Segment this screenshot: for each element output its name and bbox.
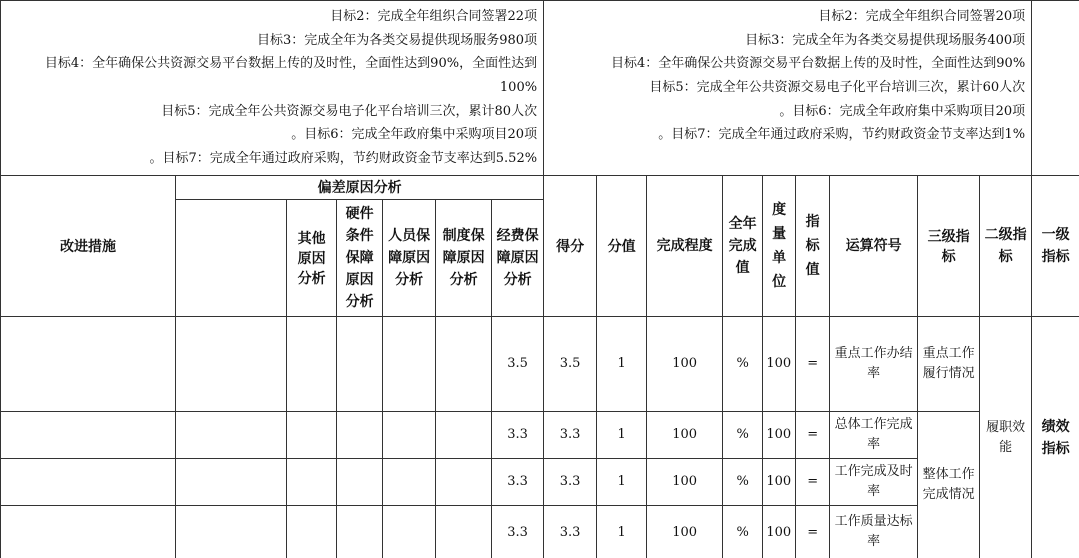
empty-cell [287, 505, 337, 558]
annual-cell: 100 [647, 505, 723, 558]
empty-cell [383, 411, 436, 458]
header-level3: 三级指标 [918, 175, 980, 316]
table-row [1, 505, 1079, 558]
empty-cell [436, 316, 492, 411]
empty-cell [176, 505, 287, 558]
completion-cell: 1 [597, 458, 647, 505]
weight-cell: 3.3 [544, 458, 597, 505]
group-cell: 重点工作履行情况 [918, 316, 980, 411]
empty-cell [176, 316, 287, 411]
goals-row [1, 1, 1079, 176]
target-cell: 100 [763, 411, 796, 458]
unit-cell: % [723, 316, 763, 411]
goal-line: 目标6：完成全年政府集中采购项目20项。 [291, 127, 538, 143]
header-row-1 [1, 175, 1079, 199]
empty-cell [337, 458, 383, 505]
empty-cell [1, 505, 176, 558]
goal-line: 100% [499, 80, 538, 96]
unit-cell: % [723, 458, 763, 505]
header-other: 其他原因分析 [287, 199, 337, 316]
goals-block-actual [1, 1, 544, 176]
empty-cell [337, 505, 383, 558]
weight-cell: 3.5 [544, 316, 597, 411]
empty-cell [383, 316, 436, 411]
indicator-name: 重点工作办结率 [830, 316, 918, 411]
header-unit: 度量单位 [763, 175, 796, 316]
completion-cell: 1 [597, 505, 647, 558]
empty-cell [287, 458, 337, 505]
score-cell: 3.3 [492, 411, 544, 458]
target-cell: 100 [763, 316, 796, 411]
empty-cell [383, 505, 436, 558]
empty-cell [383, 458, 436, 505]
header-system: 制度保障原因分析 [436, 199, 492, 316]
goal-line: 目标4：全年确保公共资源交易平台数据上传的及时性，全面性达到90%，全面性达到 [44, 56, 538, 72]
empty-cell [287, 316, 337, 411]
empty-cell [436, 458, 492, 505]
goals-block-current [544, 1, 1032, 176]
target-cell: 100 [763, 505, 796, 558]
unit-cell: % [723, 505, 763, 558]
goal-line: 目标2：完成全年组织合同签署22项 [330, 9, 538, 24]
table-row [1, 458, 1079, 505]
indicator-name: 工作质量达标率 [830, 505, 918, 558]
completion-cell: 1 [597, 411, 647, 458]
completion-cell: 1 [597, 316, 647, 411]
annual-cell: 100 [647, 458, 723, 505]
goals-side-cell [1032, 1, 1079, 176]
empty-cell [287, 411, 337, 458]
group-cell: 整体工作完成情况 [918, 411, 980, 558]
empty-cell [337, 411, 383, 458]
indicator-name: 工作完成及时率 [830, 458, 918, 505]
goal-line: 目标5：完成全年公共资源交易电子化平台培训三次，累计60人次 [649, 80, 1026, 96]
header-level2: 二级指标 [980, 175, 1032, 316]
annual-cell: 100 [647, 316, 723, 411]
header-weight: 分值 [597, 175, 647, 316]
operator-cell: = [796, 316, 830, 411]
indicator-name: 总体工作完成率 [830, 411, 918, 458]
header-level1: 一级指标 [1032, 175, 1079, 316]
score-cell: 3.5 [492, 316, 544, 411]
table-row [1, 411, 1079, 458]
unit-cell: % [723, 411, 763, 458]
empty-cell [436, 505, 492, 558]
annual-cell: 100 [647, 411, 723, 458]
table-row [1, 316, 1079, 411]
level2-cell: 履职效能 [980, 316, 1032, 558]
goal-line: 目标3：完成全年为各类交易提供现场服务980项 [256, 32, 538, 48]
header-deviation-group: 偏差原因分析 [176, 175, 544, 199]
goal-line: 目标7：完成全年通过政府采购，节约财政资金节支率达到1%。 [658, 127, 1026, 143]
goal-line: 目标4：全年确保公共资源交易平台数据上传的及时性，全面性达到90% [611, 56, 1026, 72]
header-target: 指标值 [796, 175, 830, 316]
score-cell: 3.3 [492, 505, 544, 558]
header-annual: 全年完成值 [723, 175, 763, 316]
header-score: 得分 [544, 175, 597, 316]
empty-cell [1, 411, 176, 458]
empty-cell [337, 316, 383, 411]
goal-line: 目标6：完成全年政府集中采购项目20项。 [779, 103, 1026, 119]
operator-cell: = [796, 505, 830, 558]
header-improve: 改进措施 [1, 175, 176, 316]
goal-line: 目标7：完成全年通过政府采购，节约财政资金节支率达到5.52%。 [149, 151, 538, 167]
score-cell: 3.3 [492, 458, 544, 505]
header-completion: 完成程度 [647, 175, 723, 316]
level1-cell: 绩效指标 [1032, 316, 1079, 558]
operator-cell: = [796, 458, 830, 505]
empty-cell [436, 411, 492, 458]
empty-cell [176, 458, 287, 505]
empty-cell [176, 411, 287, 458]
empty-cell [1, 458, 176, 505]
header-operator: 运算符号 [830, 175, 918, 316]
goal-line: 目标3：完成全年为各类交易提供现场服务400项 [745, 32, 1026, 48]
goal-line: 目标5：完成全年公共资源交易电子化平台培训三次，累计80人次 [161, 103, 538, 119]
target-cell: 100 [763, 458, 796, 505]
weight-cell: 3.3 [544, 505, 597, 558]
goal-line: 目标2：完成全年组织合同签署20项 [818, 9, 1026, 24]
empty-cell [1, 316, 176, 411]
header-personnel: 人员保障原因分析 [383, 199, 436, 316]
operator-cell: = [796, 411, 830, 458]
weight-cell: 3.3 [544, 411, 597, 458]
header-hardware: 硬件条件保障原因分析 [337, 199, 383, 316]
header-funding: 经费保障原因分析 [492, 199, 544, 316]
